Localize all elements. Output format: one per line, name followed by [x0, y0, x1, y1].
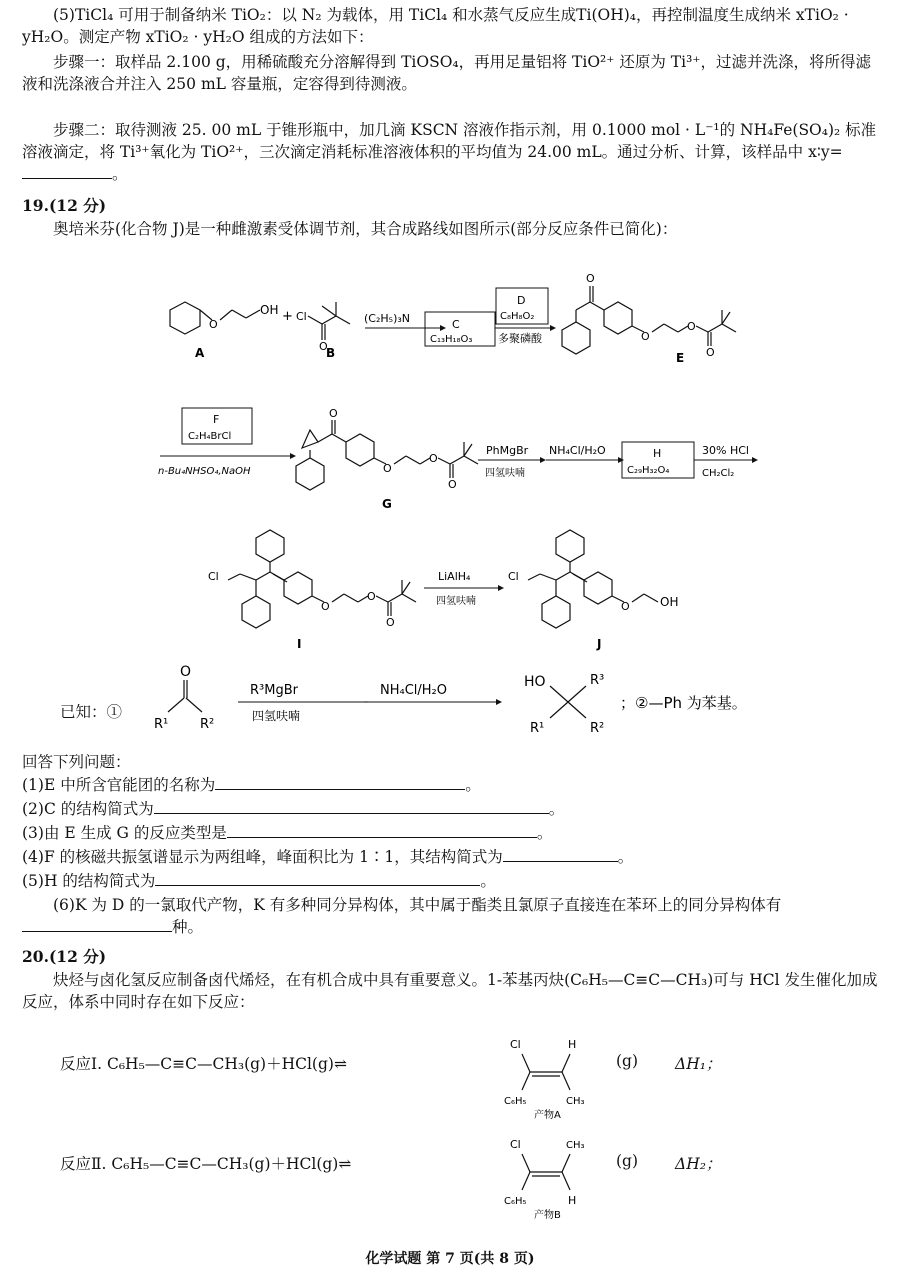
- a-oh-label: OH: [260, 303, 279, 317]
- question-text: (1)E 中所含官能团的名称为: [22, 776, 216, 794]
- answer-prompt: 回答下列问题：: [22, 753, 131, 771]
- punct: 。: [536, 824, 553, 842]
- question-text: (5)H 的结构简式为: [22, 872, 156, 890]
- oxygen-label: O: [386, 616, 395, 629]
- ppa-label: 多聚磷酸: [498, 332, 542, 345]
- arrowhead: [290, 453, 296, 459]
- quench-label: NH₄Cl/H₂O: [549, 444, 606, 457]
- reagent1-sub: 四氢呋喃: [252, 709, 301, 723]
- c-formula: C₁₃H₁₈O₃: [430, 334, 473, 345]
- oxygen-label: O: [706, 346, 715, 359]
- h-formula: C₂₉H₃₂O₄: [627, 465, 670, 476]
- q18-step2: [22, 119, 884, 185]
- arrowhead: [752, 457, 758, 463]
- delta-h2: ΔH₂；: [675, 1155, 722, 1173]
- reaction-1-text: 反应Ⅰ. C₆H₅—C≡C—CH₃(g)＋HCl(g)⇌: [60, 1055, 347, 1073]
- oxygen-label: O: [621, 600, 630, 613]
- punct: 。: [617, 848, 634, 866]
- oxygen-label: O: [319, 340, 328, 353]
- punct: 。: [480, 872, 496, 890]
- q19-intro: 奥培米芬(化合物 J)是一种雌激素受体调节剂，其合成路线如图所示(部分反应条件已简化)：: [53, 220, 678, 238]
- grignard-label: PhMgBr: [486, 444, 529, 457]
- h-label: H: [568, 1038, 577, 1051]
- question-5: [22, 870, 884, 892]
- answer-blank[interactable]: [22, 917, 172, 932]
- ch3-label: CH₃: [566, 1096, 585, 1107]
- h-label: H: [653, 447, 662, 460]
- label-e: E: [676, 351, 685, 365]
- oxygen-label: O: [687, 320, 696, 333]
- product-a-structure: [500, 1024, 600, 1124]
- oxygen-label: O: [329, 407, 338, 420]
- c-label: C: [452, 318, 460, 331]
- q18-step2-text: 步骤二：取待测液 25. 00 mL 于锥形瓶中，加几滴 KSCN 溶液作指示剂，用 0.1000 mol · L⁻¹的 NH₄Fe(SO₄)₂ 标准溶液滴定，将 Ti³⁺氧化为 TiO²⁺，三次滴定消耗标准溶液体积的平均值为 24.00 mL。通过分析、计算，该样品中 x∶y=: [22, 121, 877, 161]
- svg-text:+: +: [282, 309, 293, 324]
- synthesis-scheme: [0, 262, 900, 662]
- oxygen-label: O: [448, 478, 457, 491]
- arrowhead: [540, 457, 546, 463]
- compound-e-structure: [562, 286, 736, 354]
- cl-label: Cl: [208, 570, 219, 583]
- known-reaction-scheme: [140, 664, 820, 748]
- cl-label: Cl: [508, 570, 519, 583]
- oxygen-label: O: [429, 452, 438, 465]
- punct: 种。: [172, 918, 204, 936]
- question-6: [22, 894, 884, 938]
- oxygen-label: O: [586, 272, 595, 285]
- r2-label: R²: [200, 717, 215, 732]
- answer-blank[interactable]: [155, 871, 480, 886]
- f-formula: C₂H₄BrCl: [188, 431, 232, 442]
- ch3-label: CH₃: [566, 1140, 585, 1151]
- product-b-structure: [500, 1124, 600, 1224]
- thf-label: 四氢呋喃: [436, 596, 476, 607]
- reagent1: R³MgBr: [250, 683, 298, 698]
- compound-b-structure: [308, 302, 350, 340]
- lialh4-label: LiAlH₄: [438, 570, 471, 583]
- q18-step1: 步骤一：取样品 2.100 g，用稀硫酸充分溶解得到 TiOSO₄，再用足量铝将 TiO²⁺ 还原为 Ti³⁺，过滤并洗涤，将所得滤液和洗涤液合并注入 250 mL 容量瓶，定容得到待测液。: [22, 53, 871, 93]
- reaction-1: [60, 1024, 880, 1124]
- delta-h1: ΔH₁；: [675, 1055, 722, 1073]
- ho-label: HO: [524, 674, 546, 690]
- known-prefix: 已知：①: [60, 703, 123, 721]
- product-a-label: 产物A: [534, 1110, 561, 1121]
- q20-intro: 炔烃与卤化氢反应制备卤代烯烃，在有机合成中具有重要意义。1-苯基丙炔(C₆H₅—C≡C—CH₃)可与 HCl 发生催化加成反应，体系中同时存在如下反应：: [22, 971, 878, 1011]
- oxygen-label: O: [367, 590, 376, 603]
- oxygen-label: O: [383, 462, 392, 475]
- label-i: I: [297, 637, 302, 651]
- label-g: G: [382, 497, 392, 511]
- cl-label: Cl: [510, 1038, 521, 1051]
- punct: 。: [112, 165, 128, 183]
- reagent2: NH₄Cl/H₂O: [380, 683, 447, 698]
- r1-label: R¹: [530, 721, 545, 736]
- page-footer: 化学试题 第 7 页(共 8 页): [365, 1251, 535, 1267]
- d-label: D: [517, 294, 526, 307]
- oxygen-label: O: [321, 600, 330, 613]
- arrowhead: [498, 585, 504, 591]
- solvent-label: CH₂Cl₂: [702, 468, 735, 479]
- q19-header: 19.(12 分): [22, 196, 107, 215]
- reaction-2: [60, 1124, 880, 1224]
- answer-blank[interactable]: [154, 799, 549, 814]
- compound-j-structure: [528, 530, 658, 628]
- ptc-label: n-Bu₄NHSO₄,NaOH: [158, 466, 251, 477]
- punct: 。: [465, 776, 481, 794]
- f-label: F: [213, 413, 220, 426]
- answer-blank[interactable]: [503, 847, 618, 862]
- q18-part5-intro: (5)TiCl₄ 可用于制备纳米 TiO₂：以 N₂ 为载体，用 TiCl₄ 和水蒸气反应生成Ti(OH)₄，再控制温度生成纳米 xTiO₂ · yH₂O。测定产物 xTiO₂ · yH₂O 组成的方法如下：: [22, 6, 849, 46]
- oxygen-label: O: [209, 318, 218, 331]
- punct: 。: [548, 800, 565, 818]
- j-oh-label: OH: [660, 595, 679, 609]
- question-text: (6)K 为 D 的一氯取代产物，K 有多种同分异构体，其中属于酯类且氯原子直接连在苯环上的同分异构体有: [53, 896, 782, 914]
- reagent-base: (C₂H₅)₃N: [364, 312, 410, 325]
- r2-label: R²: [590, 721, 605, 736]
- known-reaction: [60, 664, 860, 748]
- cl-label: Cl: [510, 1138, 521, 1151]
- question-1: [22, 774, 884, 796]
- label-j: J: [597, 637, 602, 651]
- c6h5-label: C₆H₅: [504, 1196, 527, 1207]
- question-2: [22, 798, 884, 820]
- question-text: (3)由 E 生成 G 的反应类型是: [22, 824, 227, 842]
- r3-label: R³: [590, 673, 605, 688]
- question-3: [22, 822, 884, 844]
- oxygen-label: O: [180, 664, 192, 680]
- question-text: (2)C 的结构简式为: [22, 800, 154, 818]
- question-4: [22, 846, 884, 868]
- reaction-2-text: 反应Ⅱ. C₆H₅—C≡C—CH₃(g)＋HCl(g)⇌: [60, 1155, 352, 1173]
- label-a: A: [195, 346, 205, 360]
- label-b: B: [326, 346, 336, 360]
- arrowhead: [440, 325, 446, 331]
- cl-label: Cl: [296, 310, 307, 323]
- answer-blank[interactable]: [227, 823, 537, 838]
- arrowhead: [618, 457, 624, 463]
- phase-g: (g): [616, 1152, 639, 1170]
- answer-blank[interactable]: [215, 775, 465, 790]
- d-formula: C₈H₈O₂: [500, 311, 535, 322]
- answer-blank[interactable]: [22, 164, 112, 179]
- arrowhead: [550, 325, 556, 331]
- acid-label: 30% HCl: [702, 444, 749, 457]
- known-note-2: ；②—Ph 为苯基。: [620, 694, 747, 712]
- c6h5-label: C₆H₅: [504, 1096, 527, 1107]
- r1-label: R¹: [154, 717, 169, 732]
- phase-g: (g): [616, 1052, 639, 1070]
- arrowhead: [496, 699, 502, 705]
- q20-header: 20.(12 分): [22, 947, 107, 966]
- product-b-label: 产物B: [534, 1210, 561, 1221]
- oxygen-label: O: [641, 330, 650, 343]
- h-label: H: [568, 1194, 577, 1207]
- thf-label: 四氢呋喃: [485, 468, 525, 479]
- question-text: (4)F 的核磁共振氢谱显示为两组峰，峰面积比为 1∶1，其结构简式为: [22, 848, 503, 866]
- compound-i-structure: [228, 530, 416, 628]
